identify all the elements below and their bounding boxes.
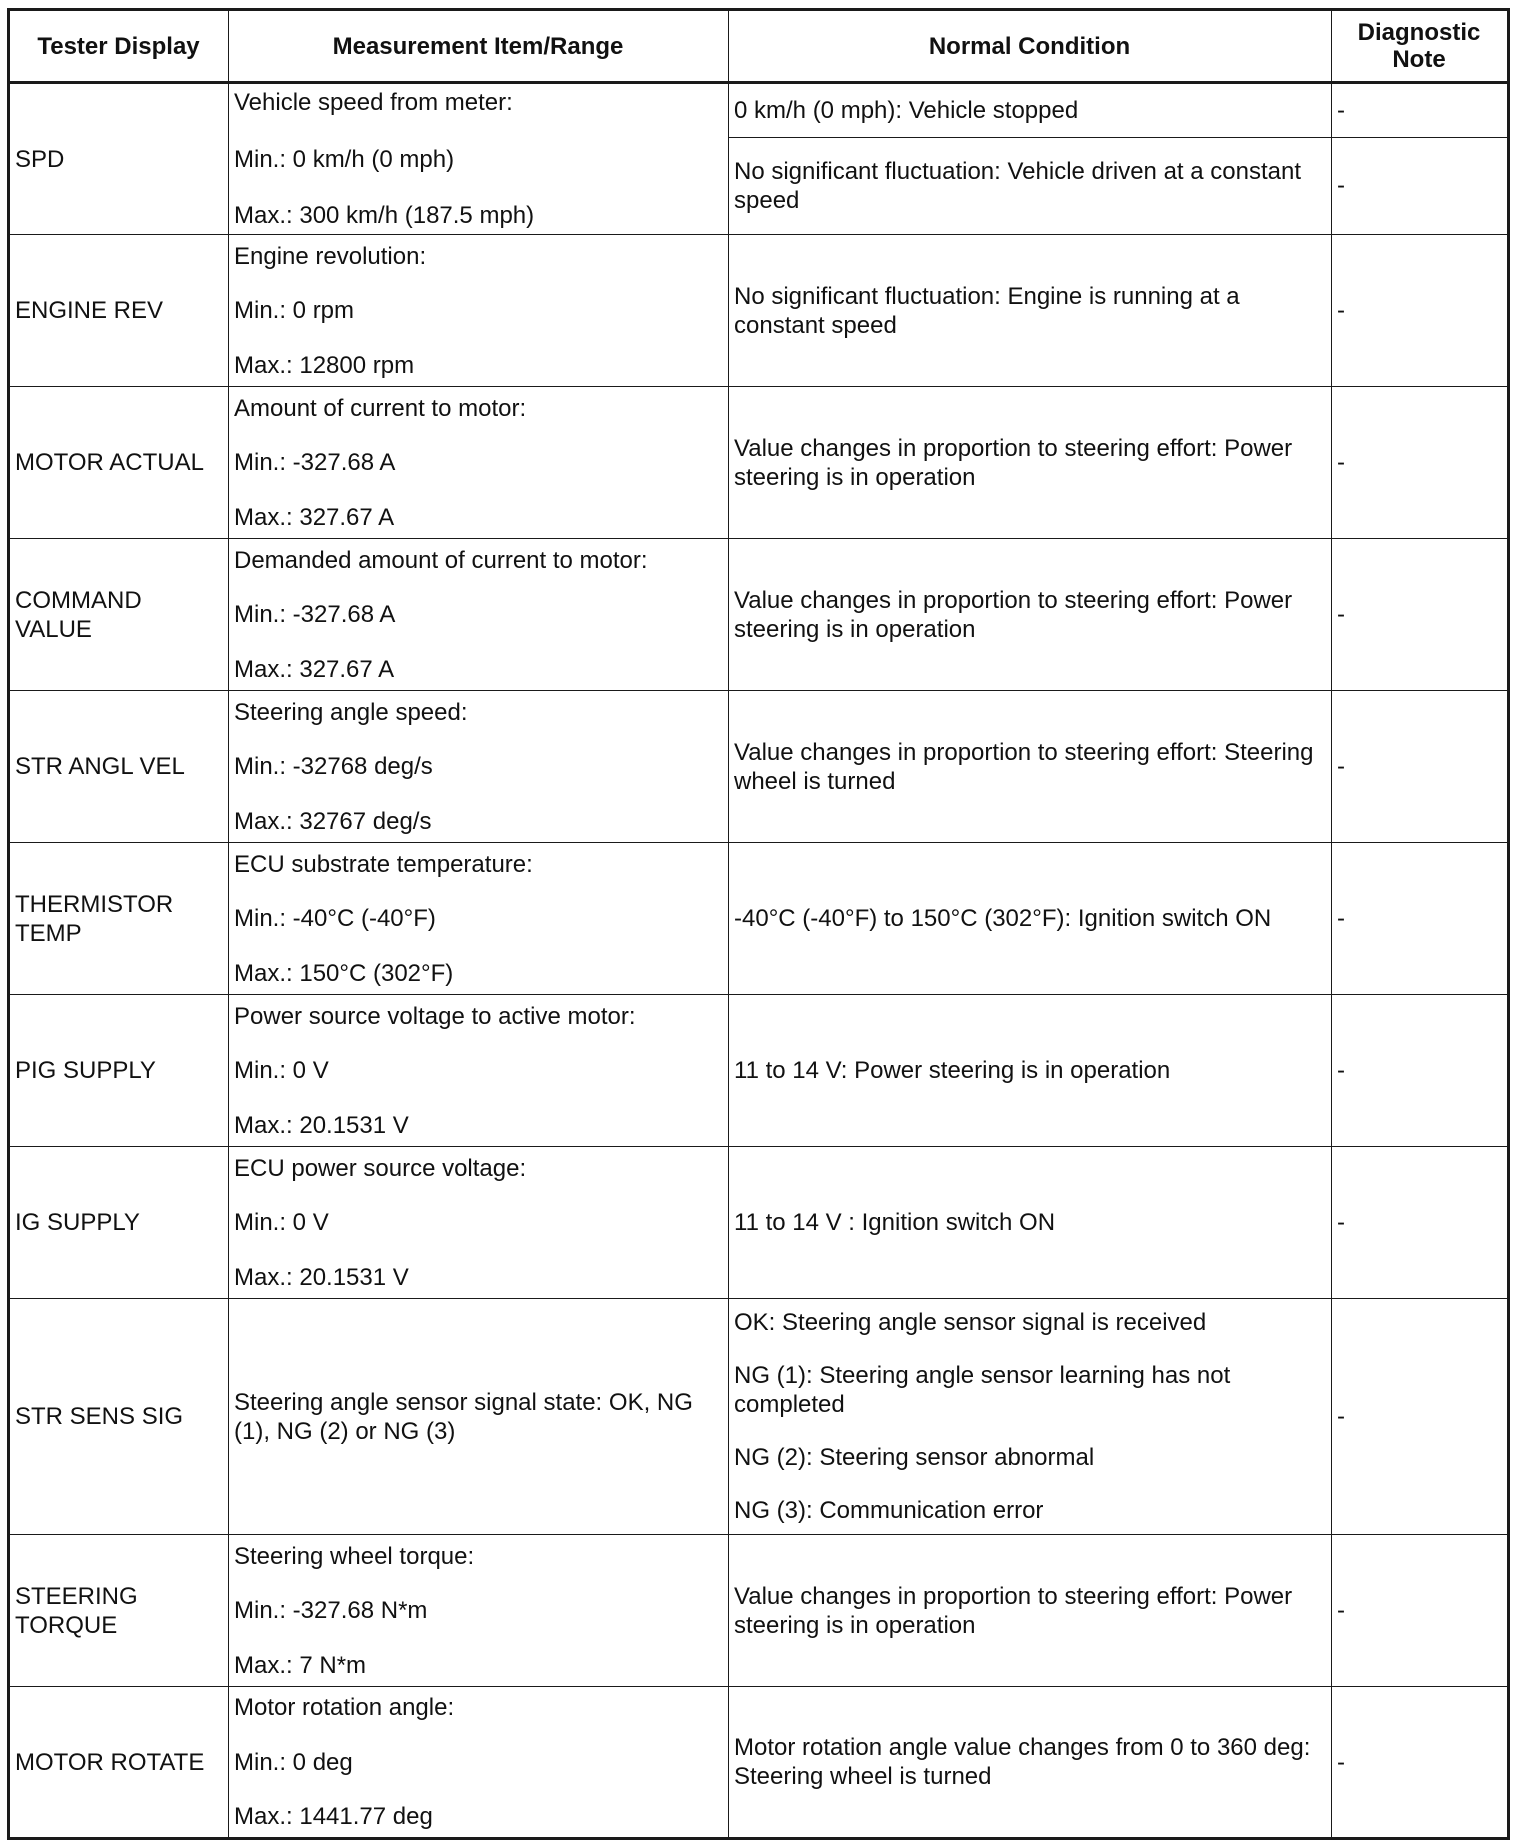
measurement-line: Power source voltage to active motor: — [234, 1002, 636, 1030]
measurement-cell — [229, 843, 729, 995]
measurement-line: Vehicle speed from meter: — [234, 89, 513, 116]
condition-cell — [729, 1299, 1332, 1535]
header-tester-display: Tester Display — [9, 10, 229, 83]
condition-cell: 11 to 14 V : Ignition switch ON — [729, 1147, 1332, 1299]
table-row — [9, 387, 1509, 539]
measurement-line: Min.: 0 V — [234, 1209, 329, 1236]
measurement-cell — [229, 235, 729, 387]
table-row — [9, 1687, 1509, 1839]
condition-line: OK: Steering angle sensor signal is received — [734, 1309, 1207, 1336]
measurement-line: Steering wheel torque: — [234, 1542, 475, 1570]
measurement-cell — [229, 1147, 729, 1299]
condition-cell: Value changes in proportion to steering effort: Power steering is in operation — [729, 1535, 1332, 1687]
table-row — [9, 995, 1509, 1147]
condition-cell: Value changes in proportion to steering effort: Power steering is in operation — [729, 539, 1332, 691]
measurement-line: Min.: 0 deg — [234, 1748, 353, 1776]
measurement-line: Max.: 12800 rpm — [234, 351, 415, 379]
table-row — [9, 843, 1509, 995]
table-row — [9, 1299, 1509, 1535]
measurement-line: Max.: 7 N*m — [234, 1651, 367, 1679]
measurement-line: Min.: 0 V — [234, 1057, 329, 1084]
measurement-line: Min.: -32768 deg/s — [234, 753, 433, 780]
measurement-line: Steering angle speed: — [234, 698, 468, 726]
measurement-cell — [229, 1535, 729, 1687]
diagnostic-note-cell: - — [1332, 691, 1509, 843]
data-list-table — [7, 8, 1510, 1840]
table-row — [9, 691, 1509, 843]
measurement-line: Max.: 1441.77 deg — [234, 1803, 433, 1830]
diagnostic-note-cell: - — [1332, 539, 1509, 691]
measurement-cell — [229, 995, 729, 1147]
tester-display-cell: MOTOR ROTATE — [9, 1687, 229, 1839]
measurement-cell — [229, 691, 729, 843]
measurement-line: Max.: 300 km/h (187.5 mph) — [234, 202, 535, 229]
condition-line: NG (2): Steering sensor abnormal — [734, 1444, 1095, 1471]
diagnostic-note-cell: - — [1332, 843, 1509, 995]
condition-cell: Value changes in proportion to steering effort: Power steering is in operation — [729, 387, 1332, 539]
tester-display-cell: COMMAND VALUE — [9, 539, 229, 691]
tester-display-cell: STEERING TORQUE — [9, 1535, 229, 1687]
condition-cell: -40°C (-40°F) to 150°C (302°F): Ignition switch ON — [729, 843, 1332, 995]
measurement-line: Amount of current to motor: — [234, 394, 527, 422]
header-row — [9, 10, 1509, 83]
measurement-line: Max.: 32767 deg/s — [234, 807, 432, 835]
condition-line: NG (1): Steering angle sensor learning has not completed — [734, 1362, 1231, 1418]
tester-display-cell: ENGINE REV — [9, 235, 229, 387]
measurement-line: Min.: -327.68 A — [234, 449, 396, 476]
diagnostic-note-cell: - — [1332, 1535, 1509, 1687]
measurement-line: Max.: 20.1531 V — [234, 1111, 409, 1139]
tester-display-cell: STR SENS SIG — [9, 1299, 229, 1535]
table-row — [9, 1147, 1509, 1299]
measurement-cell — [229, 387, 729, 539]
table-row — [9, 1535, 1509, 1687]
diagnostic-note-cell: - — [1332, 137, 1509, 234]
tester-display-cell: SPD — [9, 83, 229, 235]
condition-cell: No significant fluctuation: Vehicle driven at a constant speed — [729, 137, 1332, 234]
header-normal-condition: Normal Condition — [729, 10, 1332, 83]
measurement-line: Min.: -327.68 N*m — [234, 1597, 428, 1624]
condition-cell: Motor rotation angle value changes from 0 to 360 deg: Steering wheel is turned — [729, 1687, 1332, 1839]
tester-display-cell: THERMISTOR TEMP — [9, 843, 229, 995]
measurement-cell: Steering angle sensor signal state: OK, NG (1), NG (2) or NG (3) — [229, 1299, 729, 1535]
table-row — [9, 539, 1509, 691]
diagnostic-note-cell: - — [1332, 1687, 1509, 1839]
measurement-line: Min.: 0 rpm — [234, 297, 355, 324]
diagnostic-note-cell: - — [1332, 1147, 1509, 1299]
measurement-line: Motor rotation angle: — [234, 1694, 455, 1721]
condition-cell: No significant fluctuation: Engine is running at a constant speed — [729, 235, 1332, 387]
diagnostic-note-cell: - — [1332, 83, 1509, 138]
tester-display-cell: STR ANGL VEL — [9, 691, 229, 843]
condition-cell: 0 km/h (0 mph): Vehicle stopped — [729, 83, 1332, 138]
measurement-line: Min.: 0 km/h (0 mph) — [234, 145, 455, 173]
diagnostic-note-cell: - — [1332, 995, 1509, 1147]
measurement-line: Demanded amount of current to motor: — [234, 546, 648, 574]
measurement-line: ECU power source voltage: — [234, 1154, 527, 1182]
tester-display-cell: MOTOR ACTUAL — [9, 387, 229, 539]
measurement-line: Max.: 20.1531 V — [234, 1263, 409, 1291]
table-row — [9, 235, 1509, 387]
tester-display-cell: PIG SUPPLY — [9, 995, 229, 1147]
measurement-line: Max.: 327.67 A — [234, 655, 395, 683]
measurement-line: Engine revolution: — [234, 242, 427, 270]
measurement-line: Max.: 150°C (302°F) — [234, 959, 454, 987]
measurement-cell — [229, 539, 729, 691]
tester-display-cell: IG SUPPLY — [9, 1147, 229, 1299]
measurement-line: Min.: -327.68 A — [234, 601, 396, 628]
measurement-cell — [229, 1687, 729, 1839]
measurement-line: ECU substrate temperature: — [234, 850, 533, 878]
header-measurement-item: Measurement Item/Range — [229, 10, 729, 83]
measurement-line: Max.: 327.67 A — [234, 503, 395, 531]
measurement-line: Min.: -40°C (-40°F) — [234, 905, 436, 932]
condition-cell: 11 to 14 V: Power steering is in operation — [729, 995, 1332, 1147]
table-row — [9, 83, 1509, 138]
diagnostic-note-cell: - — [1332, 387, 1509, 539]
diagnostic-note-cell: - — [1332, 235, 1509, 387]
condition-cell: Value changes in proportion to steering effort: Steering wheel is turned — [729, 691, 1332, 843]
measurement-cell — [229, 83, 729, 235]
condition-line: NG (3): Communication error — [734, 1497, 1044, 1524]
header-diagnostic-note: Diagnostic Note — [1332, 10, 1509, 83]
diagnostic-note-cell: - — [1332, 1299, 1509, 1535]
